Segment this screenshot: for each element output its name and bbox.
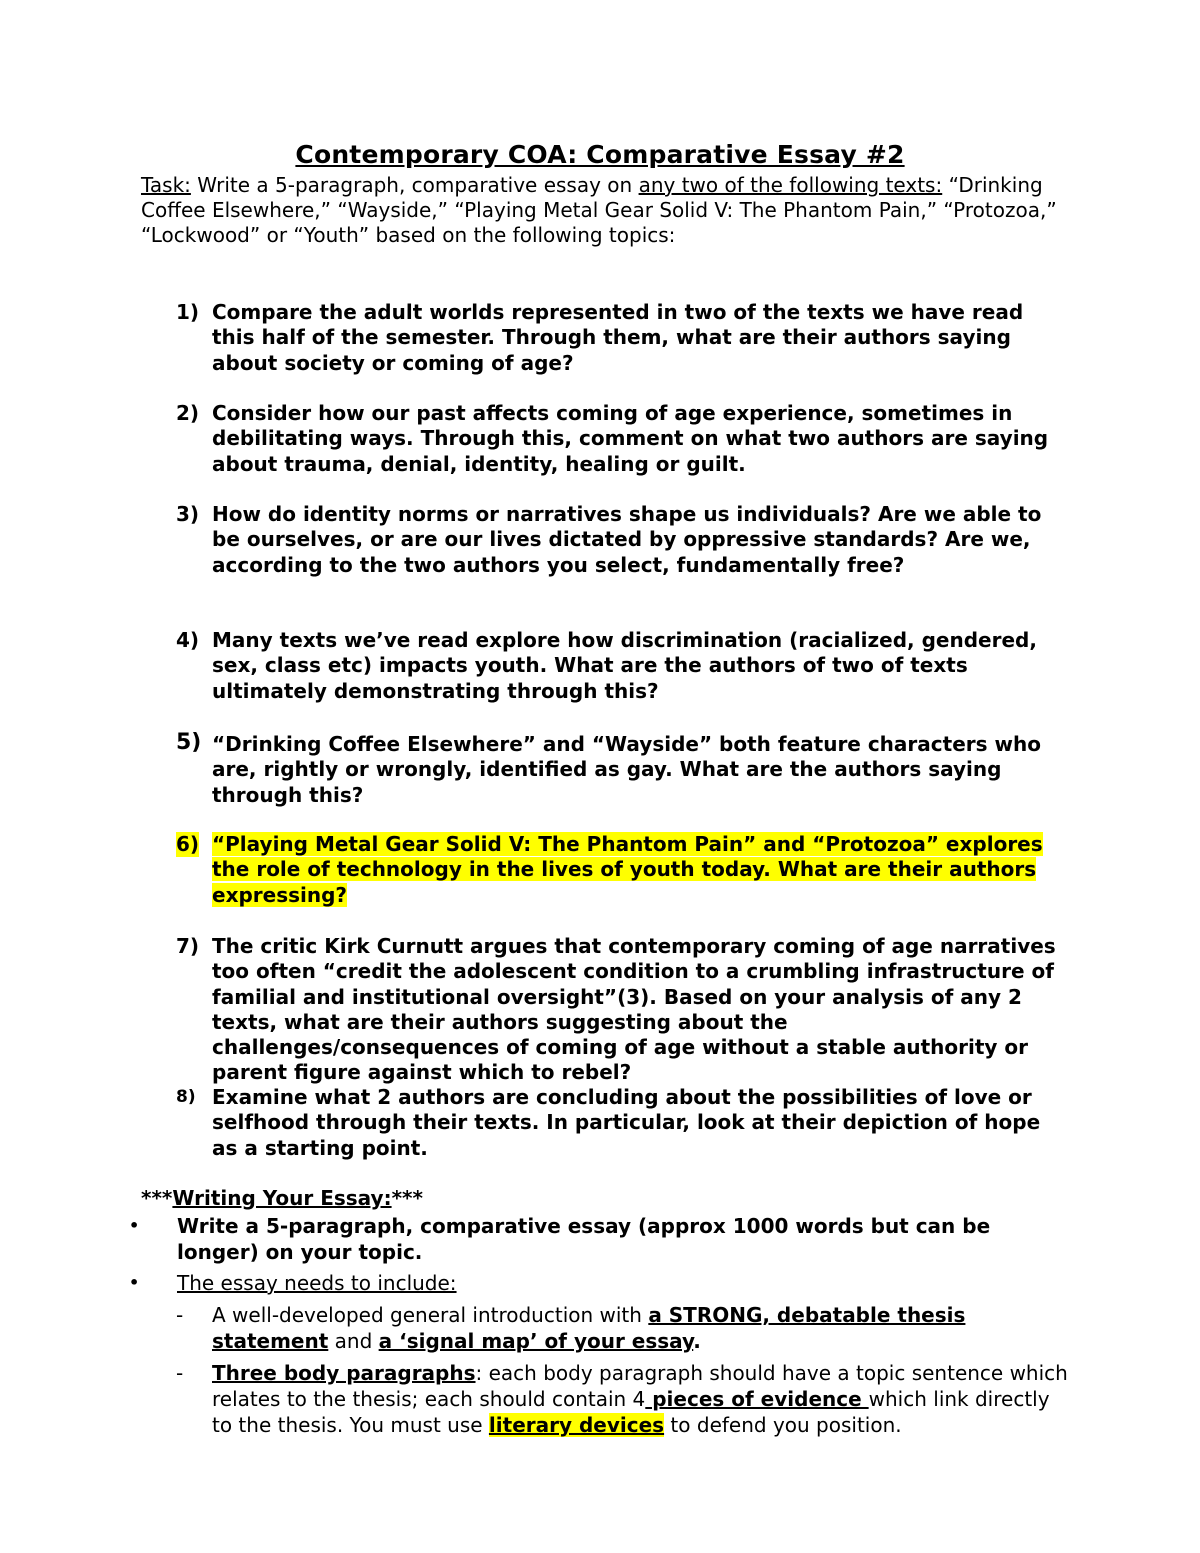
topic-item	[141, 732, 1071, 808]
topic-text: The critic Kirk Curnutt argues that contemporary coming of age narratives too often “credit the adolescent condition to a crumbling infrastructure of familial and institutional oversight”(3). Based on your analysis of any 2 texts, what are their authors suggesting about the challenges/consequences of coming of age without a stable authority or parent figure against which to rebel?	[212, 934, 1056, 1085]
task-text-2: “Drinking Coffee Elsewhere,” “Wayside,” “Playing Metal Gear Solid V: The Phantom Pain,” “Protozoa,” “Lockwood” or “Youth” based on the following topics:	[141, 173, 1057, 247]
bullet-icon: •	[129, 1273, 140, 1292]
topic-text: Many texts we’ve read explore how discrimination (racialized, gendered, sex, class etc) impacts youth. What are the authors of two of texts ultimately demonstrating through this?	[212, 628, 1037, 703]
task-paragraph	[141, 173, 1061, 248]
topic-number: 4)	[176, 628, 200, 652]
topic-item	[141, 502, 1071, 578]
topic-item	[141, 628, 1071, 704]
bullet-text: Write a 5-paragraph, comparative essay (approx 1000 words but can be longer) on your topic.	[177, 1214, 991, 1264]
topic-text: Consider how our past affects coming of age experience, sometimes in debilitating ways. Through this, comment on what two authors are saying about trauma, denial, identity, healing or guilt.	[212, 401, 1049, 476]
sub-item-introduction: - A well-developed general introduction with a STRONG, debatable thesis statement and a ‘signal map’ of your essay.	[176, 1303, 966, 1353]
topic-item-highlighted	[141, 832, 1071, 908]
topic-number: 8)	[176, 1087, 196, 1107]
bullet-item	[129, 1270, 1071, 1296]
bullet-item	[129, 1213, 1071, 1265]
bullet-icon: •	[129, 1216, 140, 1235]
task-text-1: Write a 5-paragraph, comparative essay on	[190, 173, 639, 197]
topic-item	[141, 401, 1071, 477]
topic-text: “Drinking Coffee Elsewhere” and “Wayside” both feature characters who are, rightly or wrongly, identified as gay. What are the authors saying through this?	[212, 732, 1041, 807]
writing-heading: ***Writing Your Essay:***	[141, 1186, 423, 1210]
topic-number: 2)	[176, 401, 200, 425]
topic-text: Compare the adult worlds represented in two of the texts we have read this half of the semester. Through them, what are their authors saying about society or coming of age?	[212, 300, 1024, 375]
dash-icon: -	[176, 1361, 184, 1385]
topic-number: 5)	[176, 730, 202, 755]
topic-item	[141, 300, 1071, 376]
topic-text: Examine what 2 authors are concluding about the possibilities of love or selfhood through their texts. In particular, look at their depiction of hope as a starting point.	[212, 1085, 1041, 1160]
topic-number: 3)	[176, 502, 200, 526]
topic-number: 1)	[176, 300, 200, 324]
task-underlined: any two of the following texts:	[638, 173, 943, 197]
topic-text: How do identity norms or narratives shape us individuals? Are we able to be ourselves, or are our lives dictated by oppressive standards? Are we, according to the two authors you select, fundamentally free?	[212, 502, 1042, 577]
task-label: Task:	[141, 173, 191, 197]
topic-text: “Playing Metal Gear Solid V: The Phantom Pain” and “Protozoa” explores the role of technology in the lives of youth today. What are their authors expressing?	[212, 832, 1043, 907]
dash-icon: -	[176, 1303, 184, 1327]
sub-item-body-paragraphs: - Three body paragraphs: each body paragraph should have a topic sentence which relates to the thesis; each should contain 4 pieces of evidence which link directly to the thesis. You must use literary devices to defend you position.	[176, 1361, 1068, 1437]
topic-number: 7)	[176, 934, 200, 958]
document-title: Contemporary COA: Comparative Essay #2	[295, 140, 905, 169]
writing-section	[129, 1185, 1071, 1438]
topic-item	[141, 934, 1071, 1086]
topic-number: 6)	[176, 832, 200, 856]
bullet-text: The essay needs to include:	[177, 1271, 457, 1295]
topic-item	[141, 1085, 1071, 1161]
